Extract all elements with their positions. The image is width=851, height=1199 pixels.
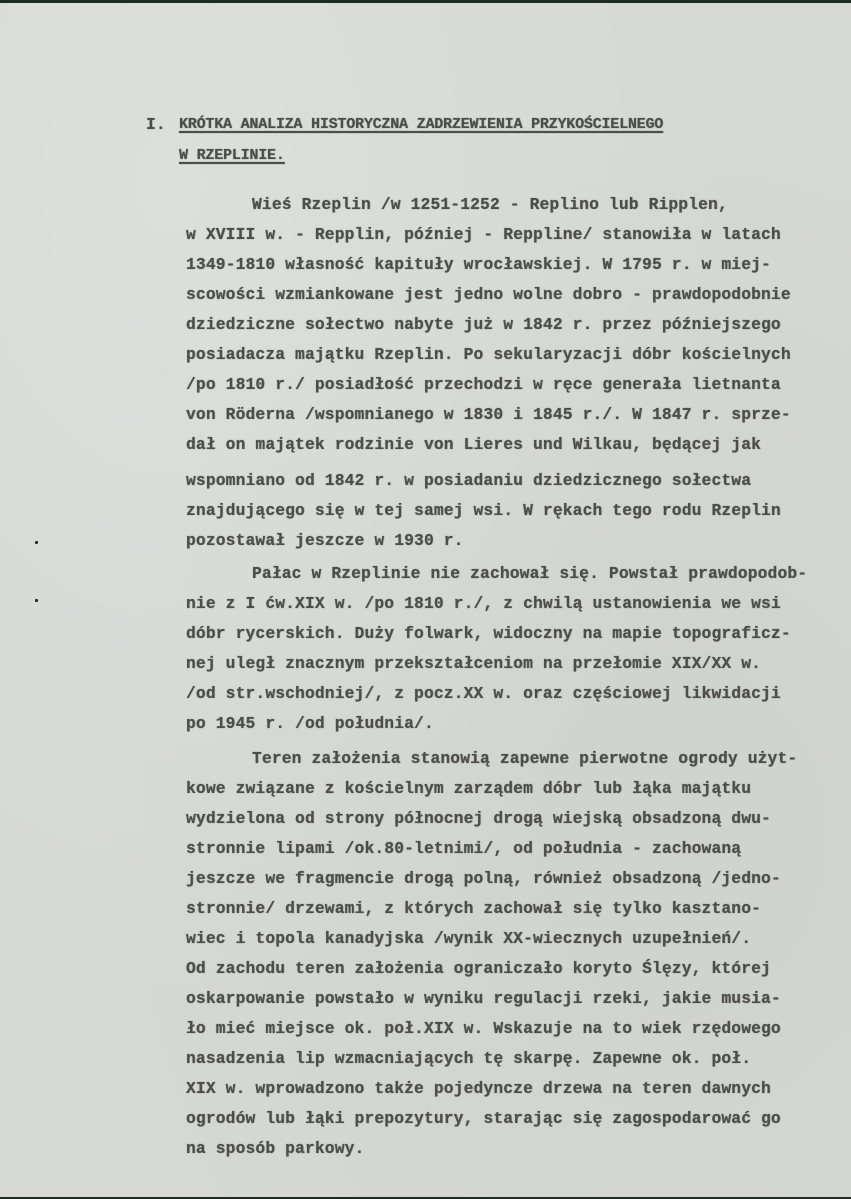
body-line: wydzielona od strony północnej drogą wiejską obsadzoną dwu- xyxy=(186,810,771,828)
section-heading-line-1: KRÓTKA ANALIZA HISTORYCZNA ZADRZEWIENIA PRZYKOŚCIELNEGO xyxy=(179,116,664,133)
body-line: nej uległ znacznym przekształceniom na przełomie XIX/XX w. xyxy=(186,655,762,673)
body-line: wspomniano od 1842 r. w posiadaniu dziedzicznego sołectwa xyxy=(186,472,752,490)
body-line: oskarpowanie powstało w wyniku regulacji rzeki, jakie musia- xyxy=(186,990,781,1008)
body-line: dziedziczne sołectwo nabyte już w 1842 r. przez późniejszego xyxy=(186,316,781,334)
body-line: na sposób parkowy. xyxy=(186,1140,365,1158)
body-line: XIX w. wprowadzono także pojedyncze drzewa na teren dawnych xyxy=(186,1080,771,1098)
body-line: von Rödernа /wspomnianego w 1830 i 1845 r./. W 1847 r. sprze- xyxy=(186,406,791,424)
body-line: nie z I ćw.XIX w. /po 1810 r./, z chwilą ustanowienia we wsi xyxy=(186,595,781,613)
section-heading-line-2: W RZEPLINIE. xyxy=(179,147,285,164)
body-line: w XVIII w. - Repplin, później - Reppline/ stanowiła w latach xyxy=(186,226,781,244)
body-line: dał on majątek rodzinie von Lieres und Wilkau, będącej jak xyxy=(186,436,762,454)
body-line: 1349-1810 własność kapituły wrocławskiej. W 1795 r. w miej- xyxy=(186,256,771,274)
body-line: znajdującego się w tej samej wsi. W rękach tego rodu Rzeplin xyxy=(186,502,781,520)
body-line: pozostawał jeszcze w 1930 r. xyxy=(186,532,464,550)
body-line: kowe związane z kościelnym zarządem dóbr lub łąka majątku xyxy=(186,780,752,798)
body-line: dóbr rycerskich. Duży folwark, widoczny na mapie topograficz- xyxy=(186,625,791,643)
body-line: nasadzenia lip wzmacniających tę skarpę. Zapewne ok. poł. xyxy=(186,1050,752,1068)
body-line: scowości wzmiankowane jest jedno wolne dobro - prawdopodobnie xyxy=(186,286,791,304)
section-number: I. xyxy=(146,116,166,134)
body-line: /od str.wschodniej/, z pocz.XX w. oraz częściowej likwidacji xyxy=(186,685,781,703)
body-line: jeszcze we fragmencie drogą polną, również obsadzoną /jedno- xyxy=(186,870,781,888)
body-line: Teren założenia stanowią zapewne pierwotne ogrody użyt- xyxy=(252,750,798,768)
margin-mark xyxy=(35,541,38,544)
body-line: posiadacza majątku Rzeplin. Po sekularyzacji dóbr kościelnych xyxy=(186,346,791,364)
body-line: Od zachodu teren założenia ograniczało koryto Ślęzy, której xyxy=(186,960,771,978)
body-line: po 1945 r. /od południa/. xyxy=(186,715,434,733)
body-line: Pałac w Rzeplinie nie zachował się. Powstał prawdopodob- xyxy=(252,565,808,583)
body-line: ło mieć miejsce ok. poł.XIX w. Wskazuje na to wiek rzędowego xyxy=(186,1020,781,1038)
body-line: /po 1810 r./ posiadłość przechodzi w ręce generała lietnanta xyxy=(186,376,781,394)
body-line: ogrodów lub łąki prepozytury, starając się zagospodarować go xyxy=(186,1110,781,1128)
body-line: stronnie/ drzewami, z których zachował się tylko kasztano- xyxy=(186,900,762,918)
body-line: wiec i topola kanadyjska /wynik XX-wiecznych uzupełnień/. xyxy=(186,930,752,948)
body-line: stronnie lipami /ok.80-letnimi/, od południa - zachowaną xyxy=(186,840,742,858)
margin-mark xyxy=(35,599,38,602)
body-line: Wieś Rzeplin /w 1251-1252 - Replino lub Ripplen, xyxy=(252,196,728,214)
